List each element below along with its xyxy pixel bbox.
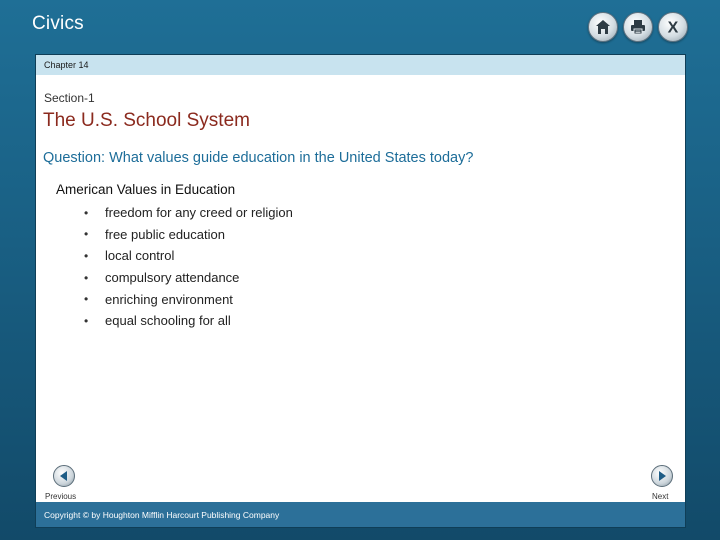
footer-bar (36, 502, 685, 527)
copyright-text: Copyright © by Houghton Mifflin Harcourt Publishing Company (44, 510, 280, 520)
previous-label[interactable]: Previous (45, 492, 77, 501)
list-heading: American Values in Education (56, 182, 236, 197)
page-title: The U.S. School System (43, 110, 250, 131)
app-title: Civics (32, 13, 84, 34)
bullet-icon: • (84, 248, 89, 263)
question-text: Question: What values guide education in the United States today? (43, 150, 474, 166)
bullet-icon: • (84, 227, 89, 242)
previous-button[interactable] (53, 465, 75, 487)
list-item-text: enriching environment (105, 291, 233, 307)
print-button[interactable] (623, 12, 653, 42)
list-item (84, 224, 293, 246)
bullet-icon: • (84, 270, 89, 285)
arrow-left-icon (58, 470, 70, 482)
list-item-text: compulsory attendance (105, 270, 240, 286)
next-button[interactable] (651, 465, 673, 487)
list-item-text: equal schooling for all (105, 313, 231, 329)
arrow-right-icon (656, 470, 668, 482)
section-label: Section-1 (44, 91, 95, 105)
list-item-text: free public education (105, 226, 225, 242)
list-item (84, 245, 293, 267)
list-item (84, 202, 293, 224)
toolbar (588, 12, 688, 42)
values-list (84, 202, 293, 332)
close-glyph: X (667, 19, 679, 36)
next-label[interactable]: Next (652, 492, 669, 501)
bullet-icon: • (84, 313, 89, 328)
close-button[interactable] (658, 12, 688, 42)
close-icon (664, 18, 682, 36)
home-button[interactable] (588, 12, 618, 42)
home-icon (594, 18, 612, 36)
bullet-icon: • (84, 292, 89, 307)
list-item-text: local control (105, 248, 175, 264)
list-item-text: freedom for any creed or religion (105, 205, 293, 221)
list-item (84, 310, 293, 332)
slide-panel (35, 54, 686, 528)
bullet-icon: • (84, 205, 89, 220)
print-icon (629, 18, 647, 36)
list-item (84, 288, 293, 310)
list-item (84, 267, 293, 289)
chapter-label: Chapter 14 (44, 60, 89, 70)
chapter-bar (36, 55, 685, 75)
